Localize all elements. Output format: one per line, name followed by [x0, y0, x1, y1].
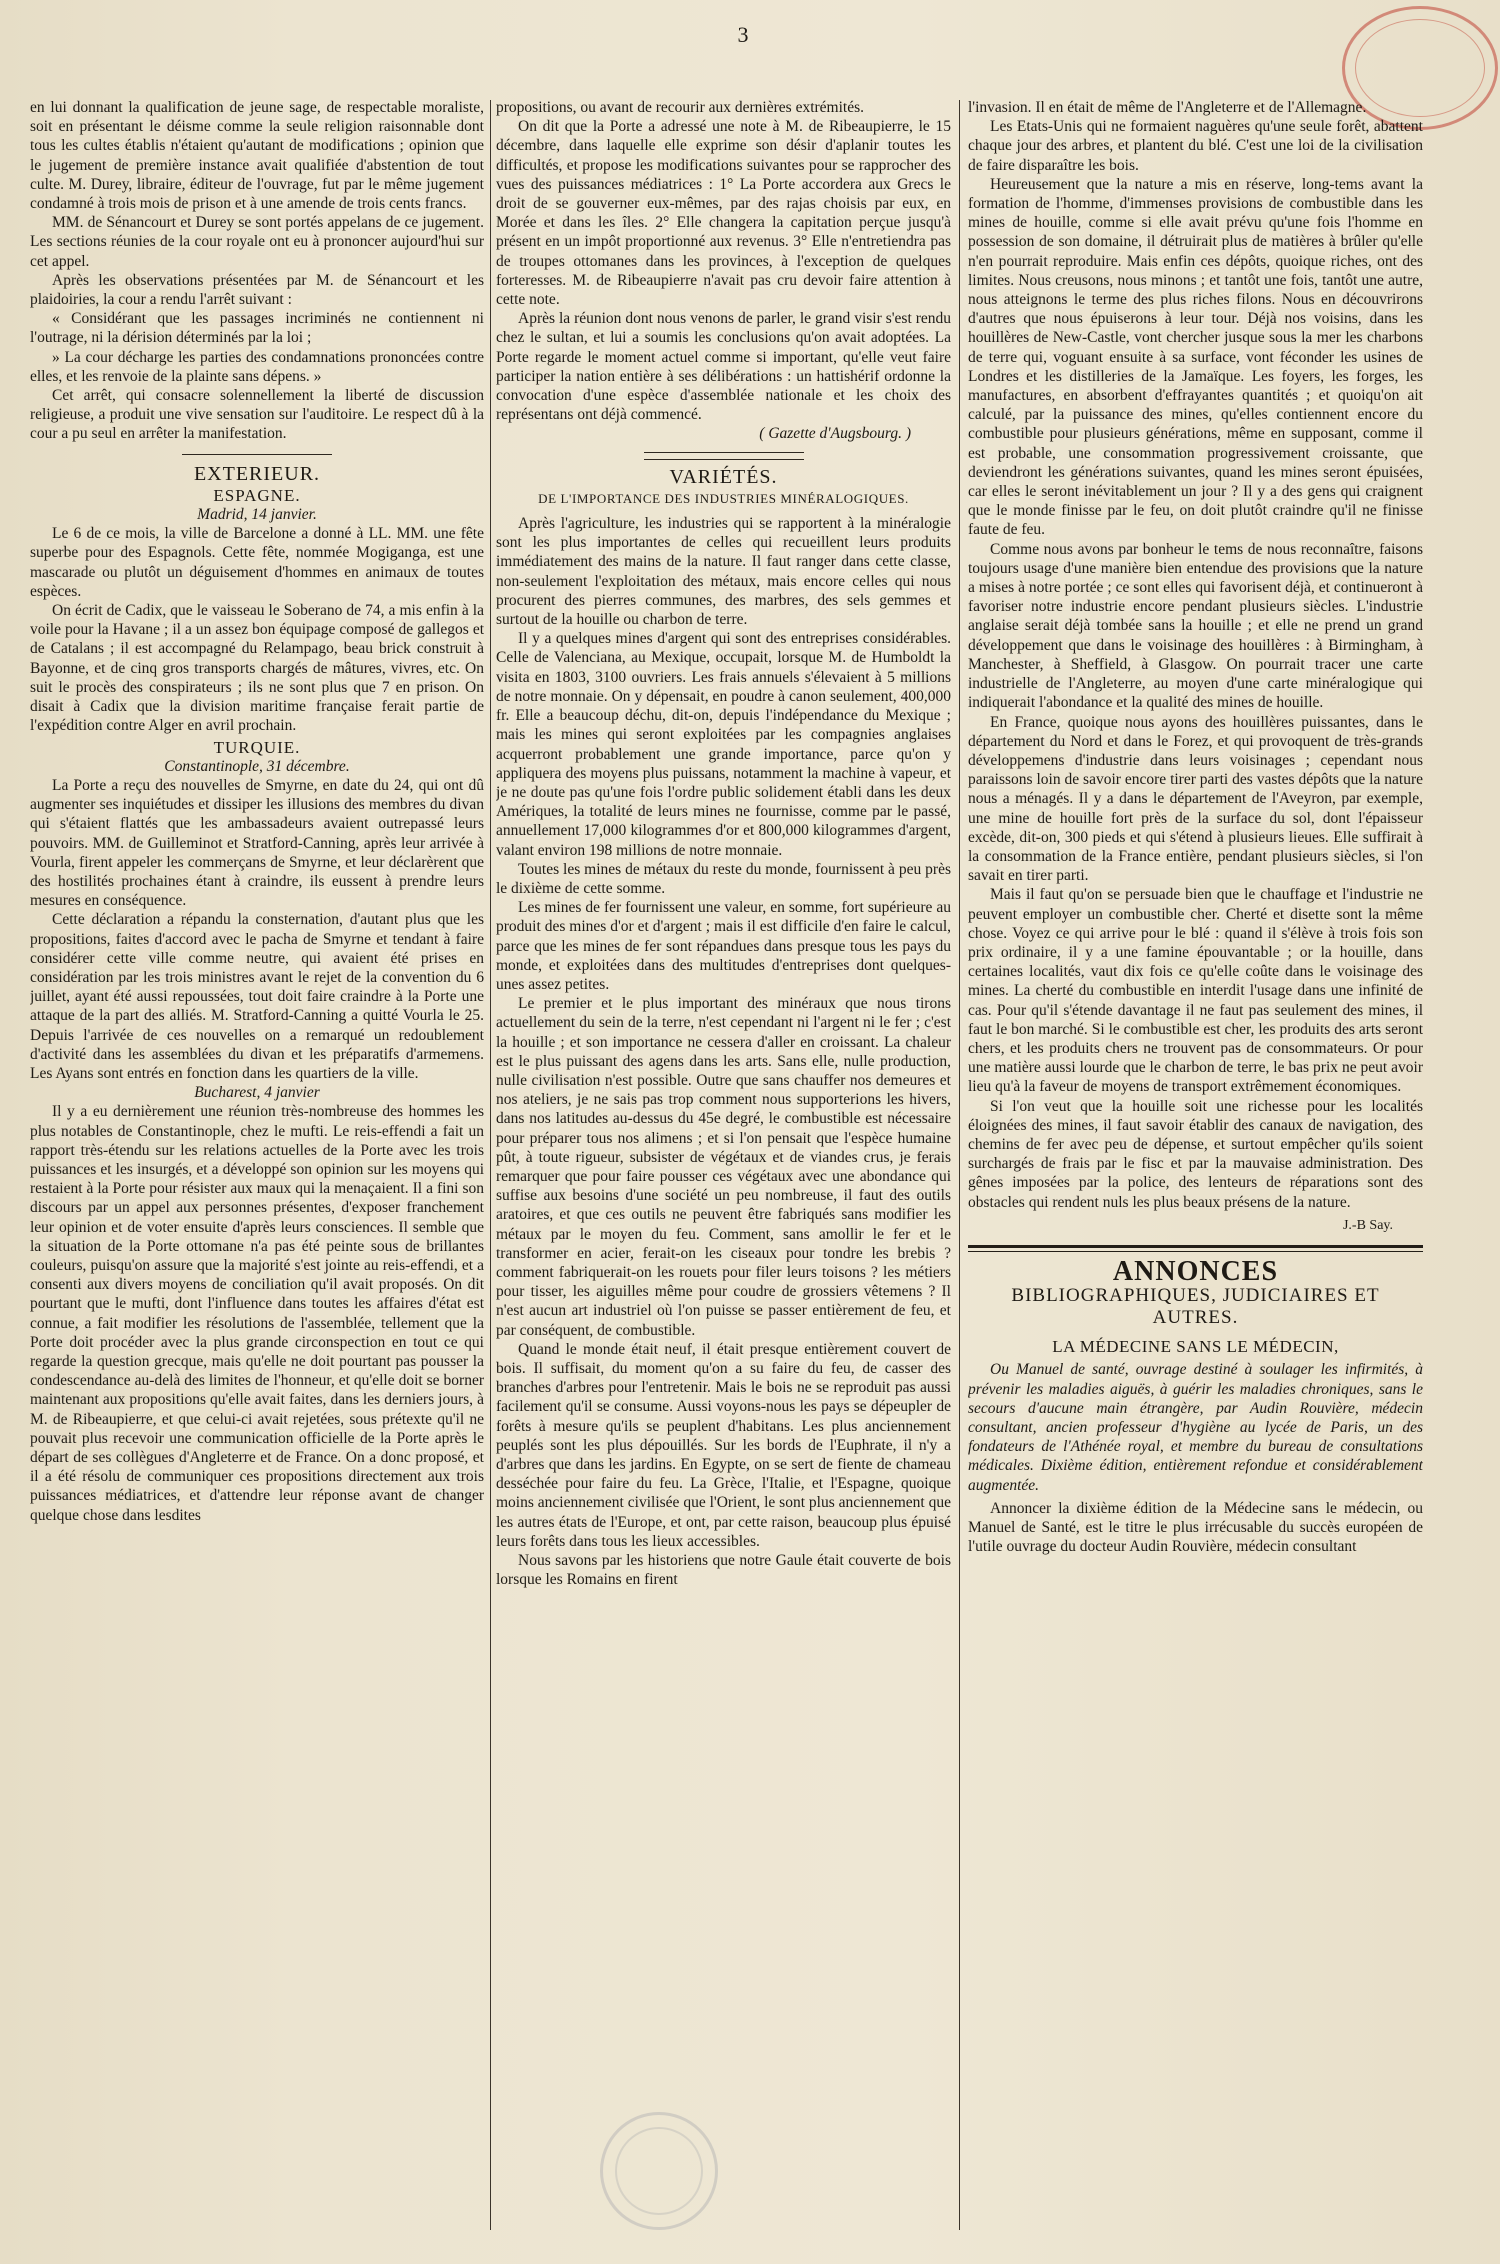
country-heading-espagne: ESPAGNE. [213, 485, 301, 505]
annonces-heading: ANNONCES [1112, 1255, 1279, 1287]
annonces-subheading: BIBLIOGRAPHIQUES, JUDICIAIRES ET AUTRES. [1011, 1285, 1380, 1329]
paragraph: Le premier et le plus important des minéraux que nous tirons actuellement du sein de la terre, n'est cependant ni l'argent ni le fer ; c'est la houille ; et son importance ne cessera d'aller en croissant. La chaleur est le plus puissant des agens dans les arts. Sans elle, nulle production, nulle civilisation n'est possible. Outre que sans chauffer nos demeures et nos ateliers, je ne sais pas trop comment nous supporterions les hivers, dans nos latitudes au-dessus du 45e degré, le combustible est nécessaire pour préparer tous nos alimens ; et si l'on pensait que l'espèce humaine pût, à toute rigueur, subsister de végétaux et de viandes crus, je ferais remarquer que pour faire pousser ces végétaux avec une abondance qui suffise aux besoins d'une société un peu nombreuse, il faut des outils aratoires, et que ces outils ne peuvent être fabriqués sans modifier les métaux par le moyen du feu. Comment, sans amollir le fer et le transformer en acier, ferait-on les ciseaux pour tondre les brebis ? comment fabriquerait-on les rouets pour filer leurs toisons ? les métiers pour tisser, les aiguilles même pour coudre de grossiers vêtemens ? Il n'est aucun art industriel où l'on puisse se passer entièrement de feu, et par conséquent, de combustible. [496, 995, 951, 1339]
dateline-bucharest: Bucharest, 4 janvier [194, 1084, 320, 1102]
paragraph: Les mines de fer fournissent une valeur, en somme, fort supérieure au produit des mines d'or et d'argent ; mais il est difficile d'en faire le calcul, parce que les mines de fer sont répandues dans presque tous les pays du monde, et exploitées dans des multitudes d'entreprises dont quelques-unes assez petites. [496, 899, 951, 993]
paragraph: Il y a eu dernièrement une réunion très-nombreuse des hommes les plus notables de Constantinople, chez le mufti. Le reis-effendi a fait un rapport très-étendu sur les relations actuelles de la Porte avec les trois puissances et les insurgés, et a développé son opinion sur les moyens qui restaient à la Porte pour résister aux maux qui la menaçaient. Il a fini son discours par un appel aux personnes présentes, d'exposer franchement leur opinion et de voter ensuite d'après leurs consciences. Il semble que la situation de la Porte ottomane n'a pas été peinte sous de brillantes couleurs, puisqu'on assure que la majorité s'est jointe au reis-effendi, et a consenti aux divers moyens de conciliation qu'il avait proposés. On dit pourtant que le mufti, dont l'influence dans toutes les affaires d'état est connue, a fait modifier les résolutions de l'assemblée, tellement que la Porte doit procéder avec la plus grande circonspection en tout ce qui regarde la question grecque, mais qu'elle ne doit pourtant pas pousser la condescendance au-delà des limites de l'honneur, et qu'elle doit se borner maintenant aux propositions qu'elle avait faites, dans les derniers jours, à M. de Ribeaupierre, et que celui-ci avait rejetées, sous prétexte qu'il ne pouvait plus recevoir une communication officielle de la Porte après le départ de ses collègues d'Angleterre et de France. On a donc proposé, et il a été résolu de communiquer ces propositions directement aux trois puissances médiatrices, et d'attendre leur réponse avant de changer quelque chose dans lesdites [30, 1103, 484, 1524]
paragraph: Quand le monde était neuf, il était presque entièrement couvert de bois. Il suffisait, du moment qu'on a su faire du feu, de casser des branches d'arbres pour l'entretenir. Mais le bois ne se reproduit pas aussi facilement qu'il se consume. Aussi voyons-nous les pays se dépeupler de forêts à mesure qu'ils se peuplent d'habitans. Les plus anciennement peuplés sont les plus dépouillés. Sur les bords de l'Euphrate, il n'y a d'arbres que dans les jardins. En Egypte, on se sert de fiente de chameau desséchée pour faire du feu. La Grèce, l'Italie, et l'Espagne, quoique moins anciennement civilisée que l'Orient, le sont plus anciennement que les autres états de l'Europe, et ont, par cette raison, beaucoup plus épuisé leurs forêts dans tous les lieux accessibles. [496, 1340, 951, 1550]
dateline-constantinople: Constantinople, 31 décembre. [164, 757, 350, 775]
annonces-rule [968, 1245, 1423, 1252]
paragraph: Les Etats-Unis qui ne formaient naguères qu'une seule forêt, abattent chaque jour des arbres, et plantent du blé. C'est une loi de la civilisation de faire disparaître les bois. [968, 118, 1423, 174]
paragraph: Heureusement que la nature a mis en réserve, long-tems avant la formation de l'homme, d'immenses provisions de combustible dans les mines de houille, comme si elle avait prévu qu'une fois l'homme en possession de son domaine, il détruirait plus de matières à brûler qu'elle n'en pourrait reproduire. Mais enfin ces dépôts, quoique riches, ont des limites. Nous creusons, nous minons ; et tantôt une fois, tantôt une autre, nous atteignons le terme des plus riches filons. Nous en découvrirons d'autres que nous épuiserons à leur tour. Déjà nos voisins, dans les houillères de New-Castle, vont chercher jusque sous la mer les charbons de terre qui, voguant ensuite à sa surface, vont féconder les usines de Londres et les distilleries de la Jamaïque. Les foyers, les forges, les manufactures, en absorbent d'effrayantes quantités ; et quoiqu'on ait calculé, par la puissance des mines, qu'elles contiennent encore du combustible pour plusieurs générations, même en supposant, comme il est probable, une consommation progressivement croissante, que deviendront les générations suivantes, quand les mines seront épuisées, car elles le seront inévitablement un jour ? Il y a des gens qui craignent que le monde finisse par le feu, on doit plutôt craindre qu'il ne finisse faute de feu. [968, 175, 1423, 539]
paragraph: Comme nous avons par bonheur le tems de nous reconnaître, faisons toujours usage d'une manière bien entendue des provisions que la nature a mises à notre portée ; ce sont elles qui favorisent déjà, et continueront à favoriser notre industrie encore pendant plusieurs siècles. L'industrie anglaise serait déjà tombée sans la houille ; et elle ne prend un grand développement que dans le voisinage des houillères : à Birmingham, à Manchester, à Sheffield, à Glasgow. On pourrait tracer une carte industrielle de l'Angleterre, au moyen d'une carte minéralogique qui indiquerait l'abondance et la qualité des mines de houille. [968, 540, 1423, 712]
author-signature: J.-B Say. [1342, 1217, 1393, 1233]
paragraph: Si l'on veut que la houille soit une richesse pour les localités éloignées des mines, il faut savoir établir des canaux de navigation, des chemins de fer avec peu de dépense, et surtout empêcher qu'ils soient surchargés de frais par le fisc et par la mauvaise administration. Des gênes imposées par la police, des lenteurs de réparations sont des obstacles qui rendent nuls les plus beaux présens de la nature. [968, 1097, 1423, 1211]
book-description: Ou Manuel de santé, ouvrage destiné à soulager les infirmités, à prévenir les maladies aiguës, à guérir les maladies chroniques, sans le secours d'aucune main étrangère, par Audin Rouvière, médecin consultant, ancien professeur d'hygiène au lycée de Paris, un des fondateurs de l'Athénée royal, et membre du bureau de consultations médicales. Dixième édition, entièrement refondue et considérablement augmentée. [968, 1361, 1423, 1494]
paragraph: Après l'agriculture, les industries qui se rapportent à la minéralogie sont les plus importantes de celles qui recueillent leurs produits immédiatement des mains de la nature. Il faut ranger dans cette classe, non-seulement l'exploitation des métaux, mais encore celles qui nous procurent des pierres communes, des marbres, des sels gemmes et surtout de la houille ou charbon de terre. [496, 515, 951, 629]
paragraph: Après les observations présentées par M. de Sénancourt et les plaidoiries, la cour a rendu l'arrêt suivant : [30, 271, 484, 309]
paragraph: Nous savons par les historiens que notre Gaule était couverte de bois lorsque les Romains en firent [496, 1552, 951, 1589]
section-divider [644, 452, 804, 460]
paragraph: propositions, ou avant de recourir aux dernières extrémités. [496, 99, 865, 116]
column-rule-left [490, 100, 491, 2230]
paragraph: Cette déclaration a répandu la consternation, d'autant plus que les propositions, faites d'accord avec le pacha de Smyrne et tendant à faire considérer cette ville comme neutre, qui avaient été prises en considération par les trois ministres avant le rejet de la convention du 6 juillet, ayant été aussi repoussées, tout doit faire craindre à la Porte une attaque de la part des alliés. M. Stratford-Canning a quitté Vourla le 25. Depuis l'arrivée de ces nouvelles on a remarqué un redoublement d'activité dans les assemblées du divan et les préparatifs d'armemens. Les Ayans sont entrés en fonction dans les quartiers de la ville. [30, 911, 484, 1082]
paragraph: Toutes les mines de métaux du reste du monde, fournissent à peu près le dixième de cette somme. [496, 860, 951, 897]
paragraph: En France, quoique nous ayons des houillères puissantes, dans le département du Nord et dans le Forez, et qui provoquent de très-grands développemens d'industrie dans leurs voisinages ; cependant nous paraissons loin de savoir encore tirer parti des vastes dépôts que la nature nous a ménagés. Il y a dans le département de l'Aveyron, par exemple, une mine de houille fort près de la surface du sol, dont l'épaisseur excède, dit-on, 300 pieds et qui s'étend à plusieurs lieues. Elle suffirait à la consommation de la France entière, pendant plusieurs siècles, si l'on savait en tirer parti. [968, 713, 1423, 885]
column-2 [496, 98, 951, 2238]
paragraph: On écrit de Cadix, que le vaisseau le Soberano de 74, a mis enfin à la voile pour la Havane ; il a un assez bon équipage composé de gallegos et de Catalans ; il est accompagné du Relampago, beau brick construit à Bayonne, et de cinq gros transports chargés de mâtures, vivres, etc. On suit le procès des conspirateurs ; ils ne sont plus que 7 en prison. On disait à Cadix que la division maritime française ferait partie de l'expédition contre Alger en avril prochain. [30, 602, 484, 735]
country-heading-turquie: TURQUIE. [213, 737, 301, 757]
book-title: LA MÉDECINE SANS LE MÉDECIN, [1052, 1337, 1339, 1357]
column-3 [968, 98, 1423, 2238]
paragraph: Le 6 de ce mois, la ville de Barcelone a donné à LL. MM. une fête superbe pour des Espagnols. Cette fête, nommée Mogiganga, est une mascarade ou plutôt un déguisement d'hommes en animaux de toutes espèces. [30, 525, 484, 600]
paragraph: Cet arrêt, qui consacre solennellement la liberté de discussion religieuse, a produit une vive sensation sur l'auditoire. Le respect dû à la cour a pu seul en arrêter la manifestation. [30, 387, 484, 443]
paragraph: en lui donnant la qualification de jeune sage, de respectable moraliste, soit en présentant le déisme comme la seule religion raisonnable dont tous les cultes établis n'étaient qu'autant de modifications ; opinion que le jugement de première instance avait qualifiée d'abstention de tout culte. M. Durey, libraire, éditeur de l'ouvrage, fut par le même jugement condamné à trois mois de prison et à une amende de trois cents francs. [30, 99, 484, 213]
source-attribution: ( Gazette d'Augsbourg. ) [759, 425, 911, 443]
paragraph: MM. de Sénancourt et Durey se sont portés appelans de ce jugement. Les sections réunies de la cour royale ont eu à prononcer aujourd'hui sur cet appel. [30, 214, 484, 270]
section-divider [182, 454, 332, 455]
article-subtitle: DE L'IMPORTANCE DES INDUSTRIES MINÉRALOGIQUES. [538, 490, 909, 506]
section-heading-varietes: VARIÉTÉS. [669, 465, 778, 488]
page-number: 3 [737, 22, 749, 47]
paragraph: Il y a quelques mines d'argent qui sont des entreprises considérables. Celle de Valenciana, au Mexique, occupait, lorsque M. de Humboldt la visita en 1803, 3100 ouvriers. Les frais annuels s'élevaient à 5 millions de notre monnaie. On y dépensait, en poudre à canon seulement, 400,000 fr. Elle a beaucoup déchu, dit-on, depuis l'indépendance du Mexique ; mais les mines qui seront exploitées par les compagnies anglaises acquerront probablement une grande importance, parce qu'on y appliquera des moyens plus puissans, notamment la machine à vapeur, et je ne doute pas qu'une fois l'ordre public solidement établi dans les deux Amériques, la totalité de leurs mines ne fournisse, comme par le passé, annuellement 17,000 kilogrammes d'or et 800,000 kilogrammes d'argent, valant environ 198 millions de notre monnaie. [496, 630, 951, 859]
paragraph: Annoncer la dixième édition de la Médecine sans le médecin, ou Manuel de Santé, est le titre le plus irrécusable du succès européen de l'utile ouvrage du docteur Audin Rouvière, médecin consultant [968, 1499, 1423, 1556]
paragraph: l'invasion. Il en était de même de l'Angleterre et de l'Allemagne. [968, 99, 1367, 116]
paragraph: » La cour décharge les parties des condamnations prononcées contre elles, et les renvoie de la plainte sans dépens. » [30, 348, 484, 385]
paragraph: Après la réunion dont nous venons de parler, le grand visir s'est rendu chez le sultan, et lui a soumis les conclusions qu'on avait adoptées. La Porte regarde le moment actuel comme si important, qu'elle veut faire participer la nation entière à ses délibérations : un hattishérif ordonne la convocation d'une espèce d'assemblée nationale et les choix des représentans ont déjà commencé. [496, 310, 951, 424]
paragraph: La Porte a reçu des nouvelles de Smyrne, en date du 24, qui ont dû augmenter ses inquiétudes et dissiper les illusions des membres du divan qui s'étaient flattés que les ambassadeurs avaient outrepassé leurs pouvoirs. MM. de Guilleminot et Stratford-Canning, après leur arrivée à Vourla, firent appeler les commerçans de Smyrne, et leur déclarèrent que des hostilités prochaines étant à craindre, ils eussent à prendre leurs mesures en conséquence. [30, 776, 484, 910]
dateline-madrid: Madrid, 14 janvier. [197, 506, 317, 524]
paragraph: On dit que la Porte a adressé une note à M. de Ribeaupierre, le 15 décembre, dans laquelle elle exprime son désir d'aplanir toutes les difficultés, et propose les modifications suivantes pour se rapprocher des vues des puissances médiatrices : 1° La Porte accordera aux Grecs le droit de se gouverner eux-mêmes, par des rajas choisis par eux, en Morée et dans les îles. 2° Elle changera la capitation perçue jusqu'à présent en un impôt proportionné aux revenus. 3° Elle n'entretiendra pas de troupes ottomanes dans les provinces, à l'exception de quelques forteresses. M. de Ribeaupierre n'avait pas cru devoir faire attention à cette note. [496, 118, 951, 309]
section-heading-exterieur: EXTERIEUR. [193, 462, 321, 485]
column-rule-right [959, 100, 960, 2230]
column-1 [30, 98, 484, 2238]
paragraph: Mais il faut qu'on se persuade bien que le chauffage et l'industrie ne peuvent employer un combustible cher. Cherté et disette sont la même chose. Voyez ce qui arrive pour le blé : quand il s'élève à trois fois son prix ordinaire, il y a une famine épouvantable ; or la houille, dans certaines localités, vaut dix fois ce qu'elle coûte dans le voisinage des mines. La cherté du combustible en interdit l'usage dans une infinité de cas. Pour qu'il s'étende davantage il ne faut pas seulement des mines, il faut le bon marché. Si le combustible est cher, les produits des arts seront chers, et les produits chers ne trouvent pas de consommateurs. Or pour une matière aussi lourde que le charbon de terre, le bas prix ne peut avoir lieu qu'à la faveur de moyens de transport extrêmement économiques. [968, 886, 1423, 1096]
paragraph: « Considérant que les passages incriminés ne contiennent ni l'outrage, ni la dérision déterminés par la loi ; [30, 310, 484, 347]
